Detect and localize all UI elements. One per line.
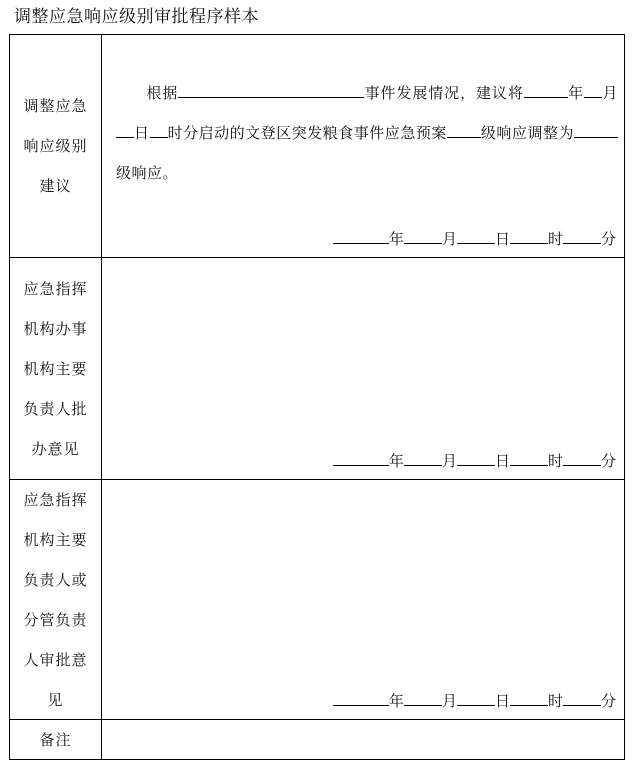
date-hour-unit: 时 [547,452,563,470]
date-minute-blank[interactable] [563,227,601,244]
suggestion-paragraph [116,73,618,193]
current-level-blank[interactable] [447,119,481,138]
date-year-unit: 年 [388,230,404,248]
date-minute-unit: 分 [600,452,616,470]
suggestion-content-cell [102,35,624,257]
date-month-unit: 月 [441,230,457,248]
leader-opinion-label-cell [10,480,102,719]
suggestion-date-line [333,227,616,249]
date-month-unit: 月 [441,692,457,710]
event-name-blank[interactable] [178,79,364,98]
text-day-unit: 日 [134,124,150,142]
date-day-blank[interactable] [457,689,495,706]
date-minute-unit: 分 [600,230,616,248]
suggestion-label-cell [10,35,102,257]
date-day-blank[interactable] [457,449,495,466]
text-year-unit: 年 [567,84,585,102]
date-hour-unit: 时 [547,692,563,710]
text-event-development: 事件发展情况，建议将 [364,84,524,102]
text-level-response: 级响应。 [116,164,179,182]
date-minute-blank[interactable] [563,689,601,706]
leader-opinion-content-cell[interactable] [102,480,624,719]
date-month-blank[interactable] [404,449,442,466]
approval-form-table [9,34,625,760]
page-title: 调整应急响应级别审批程序样本 [14,7,259,27]
text-adjust-to: 级响应调整为 [480,124,574,142]
suggestion-label: 调整应急响应级别建议 [23,97,88,195]
date-hour-blank[interactable] [510,449,548,466]
remarks-row [10,719,624,759]
date-month-blank[interactable] [404,227,442,244]
date-day-unit: 日 [494,692,510,710]
text-hour-unit: 时 [167,124,184,142]
office-opinion-row [10,257,624,479]
leader-opinion-row [10,479,624,719]
start-month-blank[interactable] [584,79,602,98]
suggestion-row [10,35,624,257]
date-year-unit: 年 [388,452,404,470]
remarks-label: 备注 [39,730,72,749]
leader-opinion-label: 应急指挥机构主要负责人或分管负责人审批意见 [23,490,88,709]
office-opinion-label: 应急指挥机构办事机构主要负责人批办意见 [23,279,88,458]
date-minute-unit: 分 [600,692,616,710]
remarks-content-cell[interactable] [102,720,624,759]
text-plan-name: 分启动的文登区突发粮食事件应急预案 [183,124,447,142]
text-month-unit: 月 [602,84,618,102]
new-level-blank[interactable] [574,119,618,138]
date-year-blank[interactable] [333,449,389,466]
office-opinion-content-cell[interactable] [102,258,624,479]
date-hour-blank[interactable] [510,227,548,244]
date-year-unit: 年 [388,692,404,710]
start-year-blank[interactable] [524,79,568,98]
date-year-blank[interactable] [333,689,389,706]
date-month-blank[interactable] [404,689,442,706]
office-opinion-date-line [333,449,616,471]
start-day-blank[interactable] [116,119,134,138]
date-minute-blank[interactable] [563,449,601,466]
date-day-unit: 日 [494,452,510,470]
office-opinion-label-cell [10,258,102,479]
date-month-unit: 月 [441,452,457,470]
date-year-blank[interactable] [333,227,389,244]
date-day-blank[interactable] [457,227,495,244]
date-hour-unit: 时 [547,230,563,248]
date-day-unit: 日 [494,230,510,248]
leader-opinion-date-line [333,689,616,711]
text-according-to: 根据 [146,84,179,102]
date-hour-blank[interactable] [510,689,548,706]
start-hour-blank[interactable] [150,119,168,138]
remarks-label-cell [10,720,102,759]
